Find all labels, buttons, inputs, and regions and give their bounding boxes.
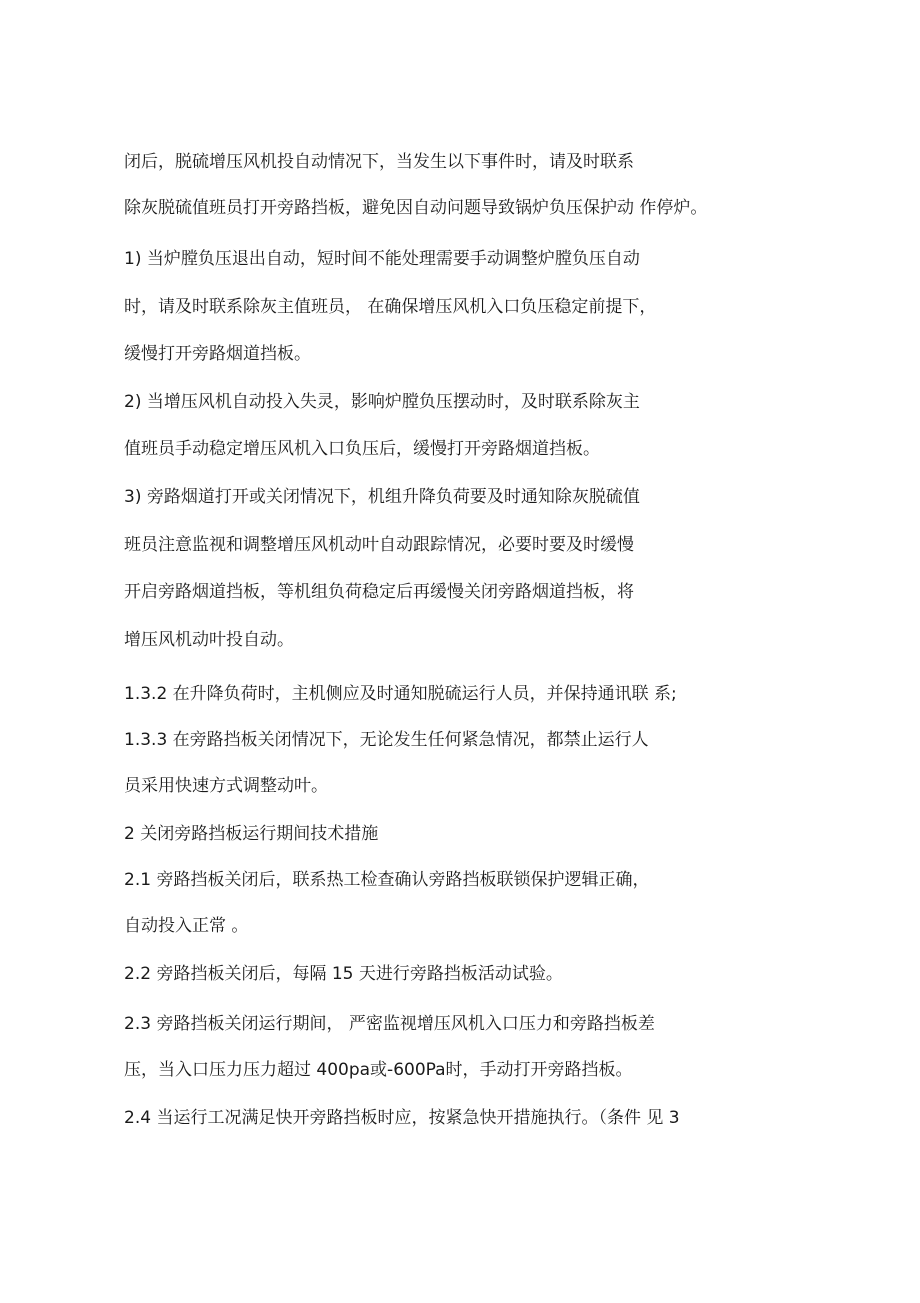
text-line-18: 2.2 旁路挡板关闭后，每隔 15 天进行旁路挡板活动试验。 <box>124 964 563 984</box>
text-line-10: 开启旁路烟道挡板，等机组负荷稳定后再缓慢关闭旁路烟道挡板，将 <box>124 582 634 602</box>
text-line-2: 除灰脱硫值班员打开旁路挡板，避免因自动问题导致锅炉负压保护动 作停炉。 <box>124 198 708 218</box>
text-line-6: 2) 当增压风机自动投入失灵，影响炉膛负压摆动时，及时联系除灰主 <box>124 392 640 412</box>
text-line-17: 自动投入正常 。 <box>124 916 249 936</box>
text-line-12: 1.3.2 在升降负荷时，主机侧应及时通知脱硫运行人员，并保持通讯联 系; <box>124 684 677 704</box>
section-heading: 2 关闭旁路挡板运行期间技术措施 <box>124 824 379 844</box>
text-line-4: 时，请及时联系除灰主值班员， 在确保增压风机入口负压稳定前提下， <box>124 297 657 317</box>
text-line-3: 1) 当炉膛负压退出自动，短时间不能处理需要手动调整炉膛负压自动 <box>124 249 640 269</box>
text-line-21: 2.4 当运行工况满足快开旁路挡板时应，按紧急快开措施执行。（条件 见 3 <box>124 1108 680 1128</box>
text-line-8: 3) 旁路烟道打开或关闭情况下，机组升降负荷要及时通知除灰脱硫值 <box>124 487 640 507</box>
text-line-7: 值班员手动稳定增压风机入口负压后，缓慢打开旁路烟道挡板。 <box>124 439 600 459</box>
text-line-9: 班员注意监视和调整增压风机动叶自动跟踪情况，必要时要及时缓慢 <box>124 535 634 555</box>
text-line-1: 闭后，脱硫增压风机投自动情况下，当发生以下事件时，请及时联系 <box>124 152 634 172</box>
text-line-11: 增压风机动叶投自动。 <box>124 630 294 650</box>
text-line-14: 员采用快速方式调整动叶。 <box>124 776 328 796</box>
text-line-5: 缓慢打开旁路烟道挡板。 <box>124 344 311 364</box>
text-line-13: 1.3.3 在旁路挡板关闭情况下，无论发生任何紧急情况，都禁止运行人 <box>124 730 649 750</box>
text-line-19: 2.3 旁路挡板关闭运行期间， 严密监视增压风机入口压力和旁路挡板差 <box>124 1014 655 1034</box>
text-line-20: 压，当入口压力压力超过 400pa或-600Pa时，手动打开旁路挡板。 <box>124 1060 633 1080</box>
text-line-16: 2.1 旁路挡板关闭后，联系热工检查确认旁路挡板联锁保护逻辑正确， <box>124 870 650 890</box>
